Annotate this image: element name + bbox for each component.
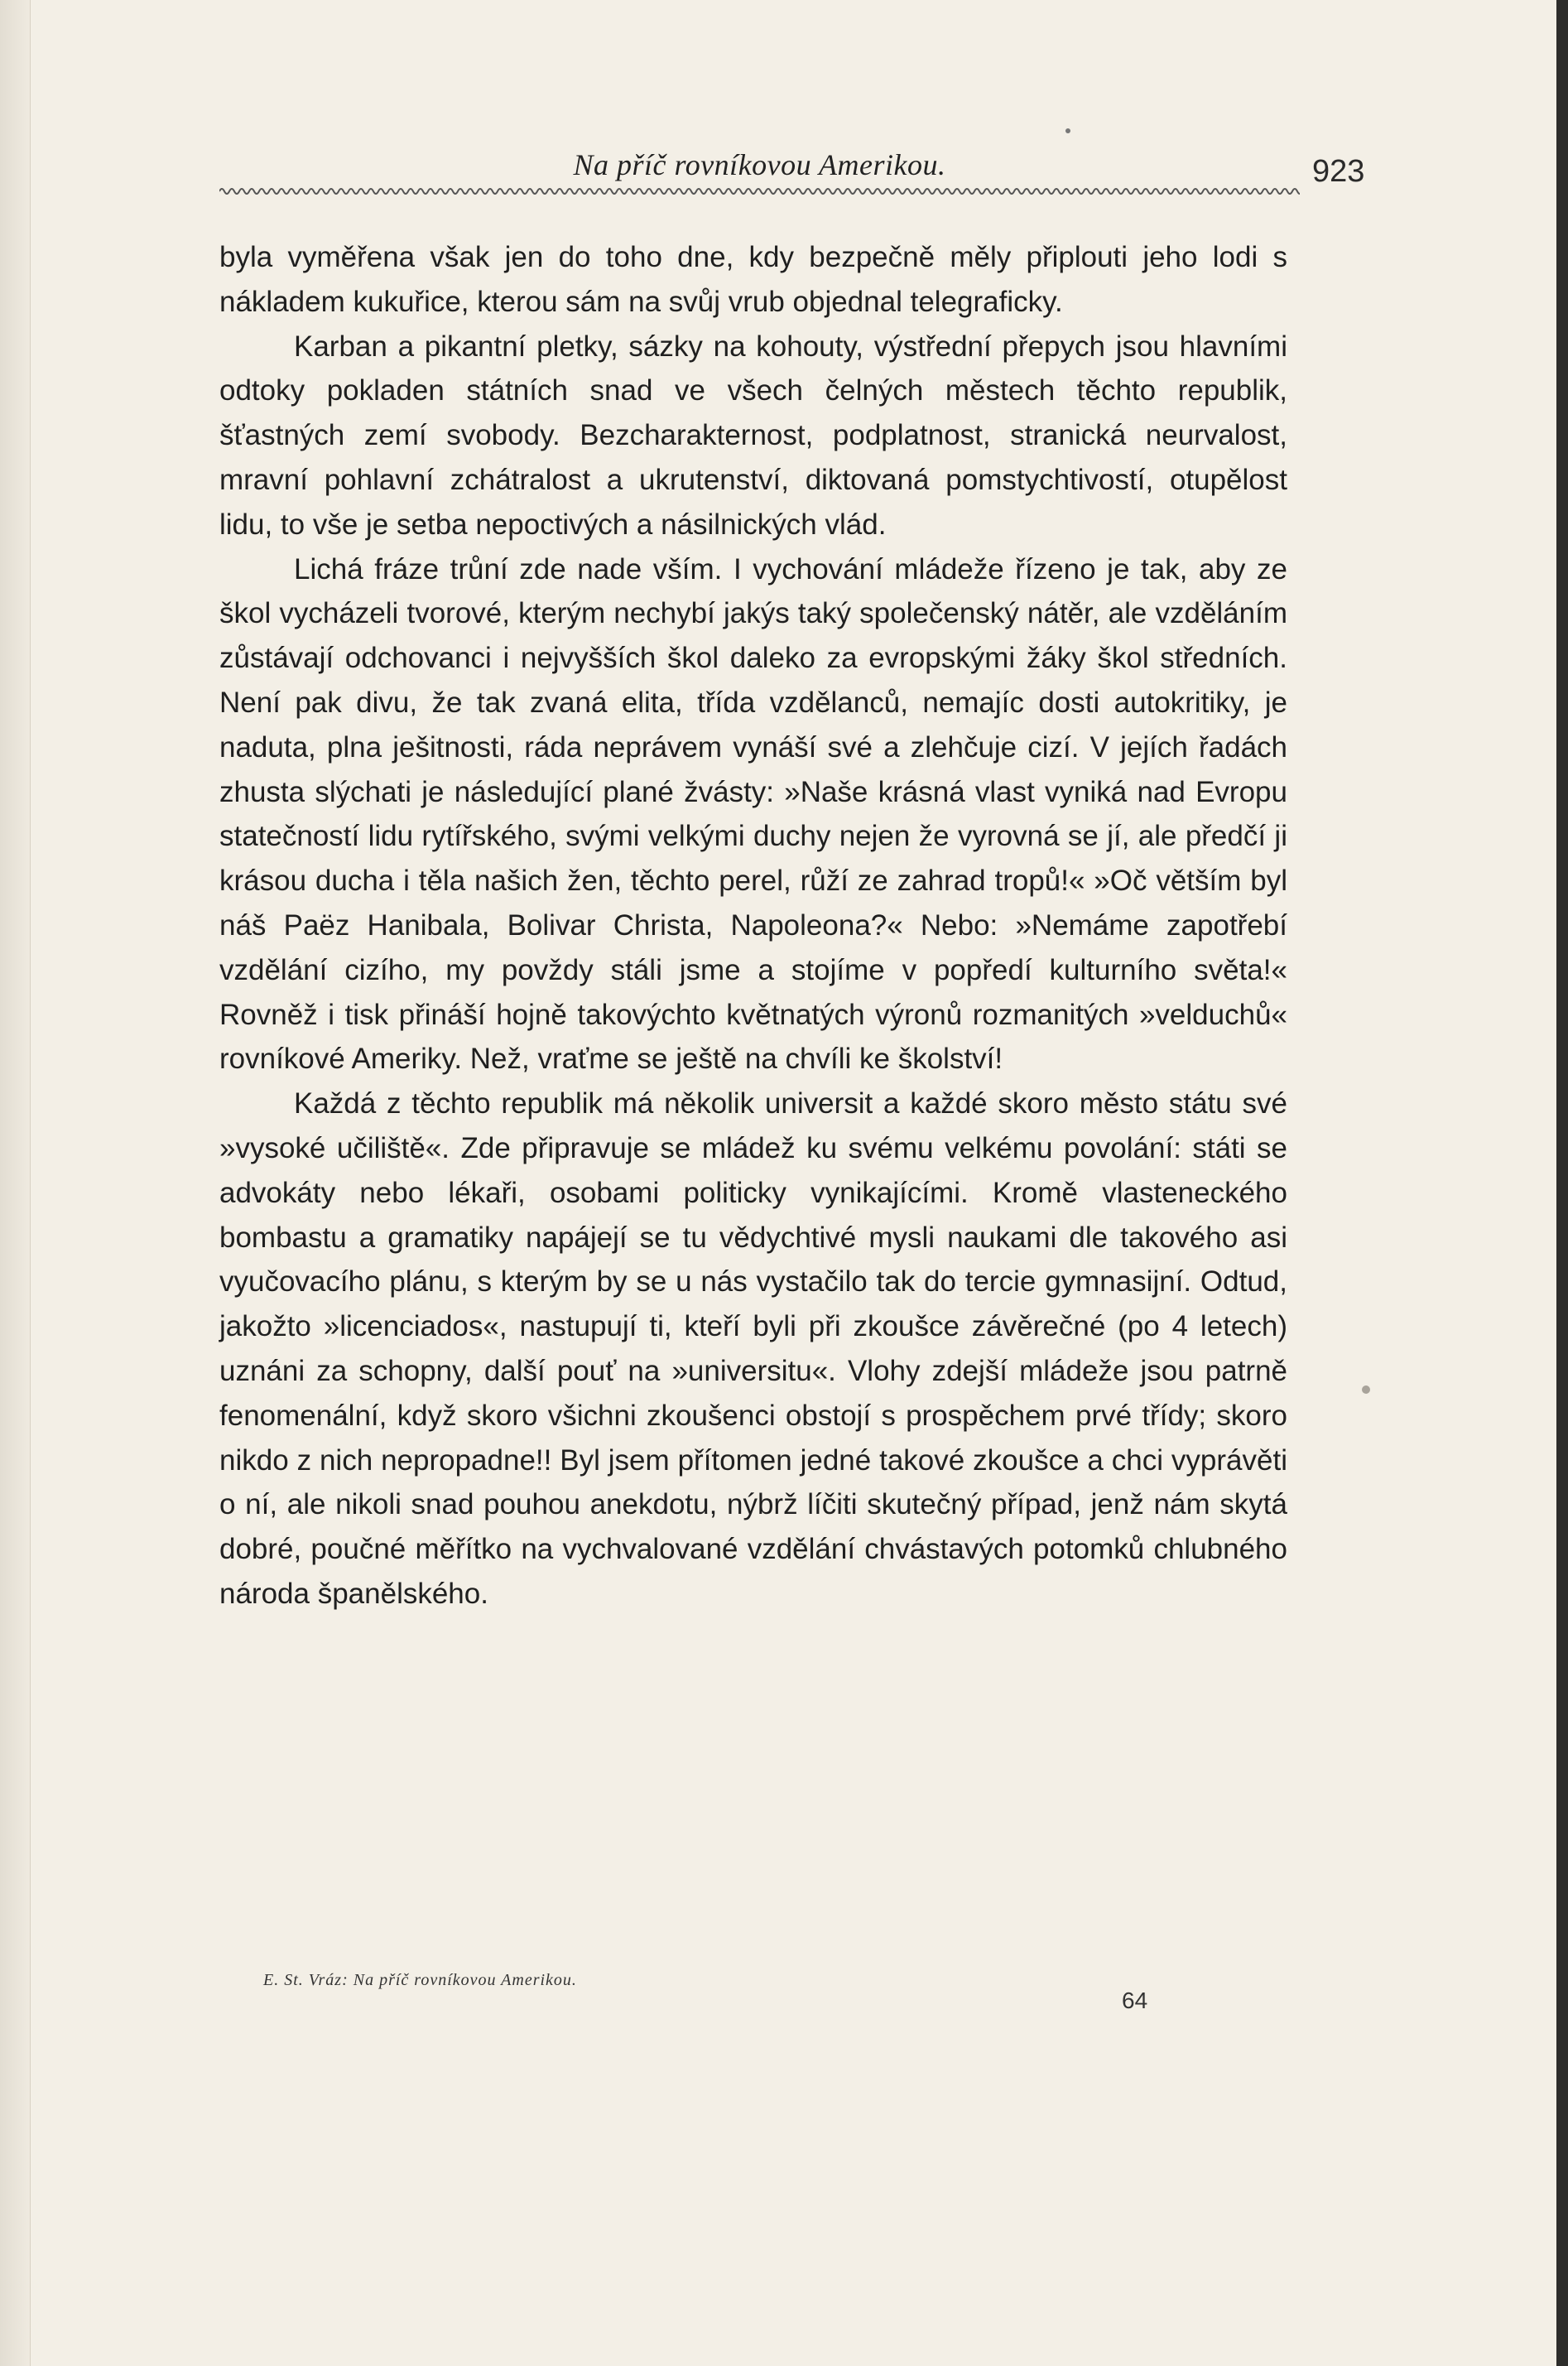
body-text	[219, 235, 1287, 1617]
page-gutter	[0, 0, 31, 2366]
paragraph-4: Každá z těchto republik má několik universit a každé skoro město státu své »vysoké učiliště«. Zde připravuje se mládež ku svému velkému povolání: státi se advokáty nebo lékaři, osobami politicky vynikajícími. Kromě vlasteneckého bombastu a gramatiky napájejí se tu vědychtivé mysli naukami dle takového asi vyučovacího plánu, s kterým by se u nás vystačilo tak do tercie gymnasijní. Odtud, jakožto »licenciados«, nastupují ti, kteří byli při zkoušce závěrečné (po 4 letech) uznáni za schopny, další pouť na »universitu«. Vlohy zdejší mládeže jsou patrně fenomenální, když skoro všichni zkoušenci obstojí s prospěchem prvé třídy; skoro nikdo z nich nepropadne!! Byl jsem přítomen jedné takové zkoušce a chci vyprávěti o ní, ale nikoli snad pouhou anekdotu, nýbrž líčiti skutečný případ, jenž nám skytá dobré, poučné měřítko na vychvalované vzdělání chvástavých potomků chlubného národa španělského.	[219, 1087, 1287, 1610]
paragraph-1: byla vyměřena však jen do toho dne, kdy bezpečně měly připlouti jeho lodi s nákladem kukuřice, kterou sám na svůj vrub objednal telegraficky.	[219, 241, 1287, 318]
running-head	[219, 147, 1300, 197]
paragraph-3: Lichá fráze trůní zde nade vším. I vychování mládeže řízeno je tak, aby ze škol vycházeli tvorové, kterým nechybí jakýs taký společenský nátěr, ale vzděláním zůstávají odchovanci i nejvyšších škol daleko za evropskými žáky škol středních. Není pak divu, že tak zvaná elita, třída vzdělanců, nemajíc dosti autokritiky, je naduta, plna ješitnosti, ráda neprávem vynáší své a zlehčuje cizí. V jejích řadách zhusta slýchati je následující plané žvásty: »Naše krásná vlast vyniká nad Evropu statečností lidu rytířského, svými velkými duchy nejen že vyrovná se jí, ale předčí ji krásou ducha i těla našich žen, těchto perel, růží ze zahrad tropů!« »Oč větším byl náš Paëz Hanibala, Bolivar Christa, Napoleona?« Nebo: »Nemáme zapotřebí vzdělání cizího, my povždy stáli jsme a stojíme v popředí kulturního světa!« Rovněž i tisk přináší hojně takovýchto květnatých výronů rozmanitých »velduchů« rovníkové Ameriky. Než, vraťme se ještě na chvíli ke školství!	[219, 552, 1287, 1076]
signature-line: E. St. Vráz: Na příč rovníkovou Amerikou.	[263, 1971, 577, 1989]
page-number: 923	[1312, 154, 1365, 189]
running-title: Na příč rovníkovou Amerikou.	[573, 148, 946, 181]
signature-number: 64	[1122, 1988, 1148, 2013]
wavy-rule	[219, 186, 1300, 197]
paragraph-2: Karban a pikantní pletky, sázky na kohouty, výstřední přepych jsou hlavními odtoky pokladen státních snad ve všech čelných městech těchto republik, šťastných zemí svobody. Bezcharakternost, podplatnost, stranická neurvalost, mravní pohlavní zchátralost a ukrutenství, diktovaná pomstychtivostí, otupělost lidu, to vše je setba nepoctivých a násilnických vlád.	[219, 330, 1287, 541]
